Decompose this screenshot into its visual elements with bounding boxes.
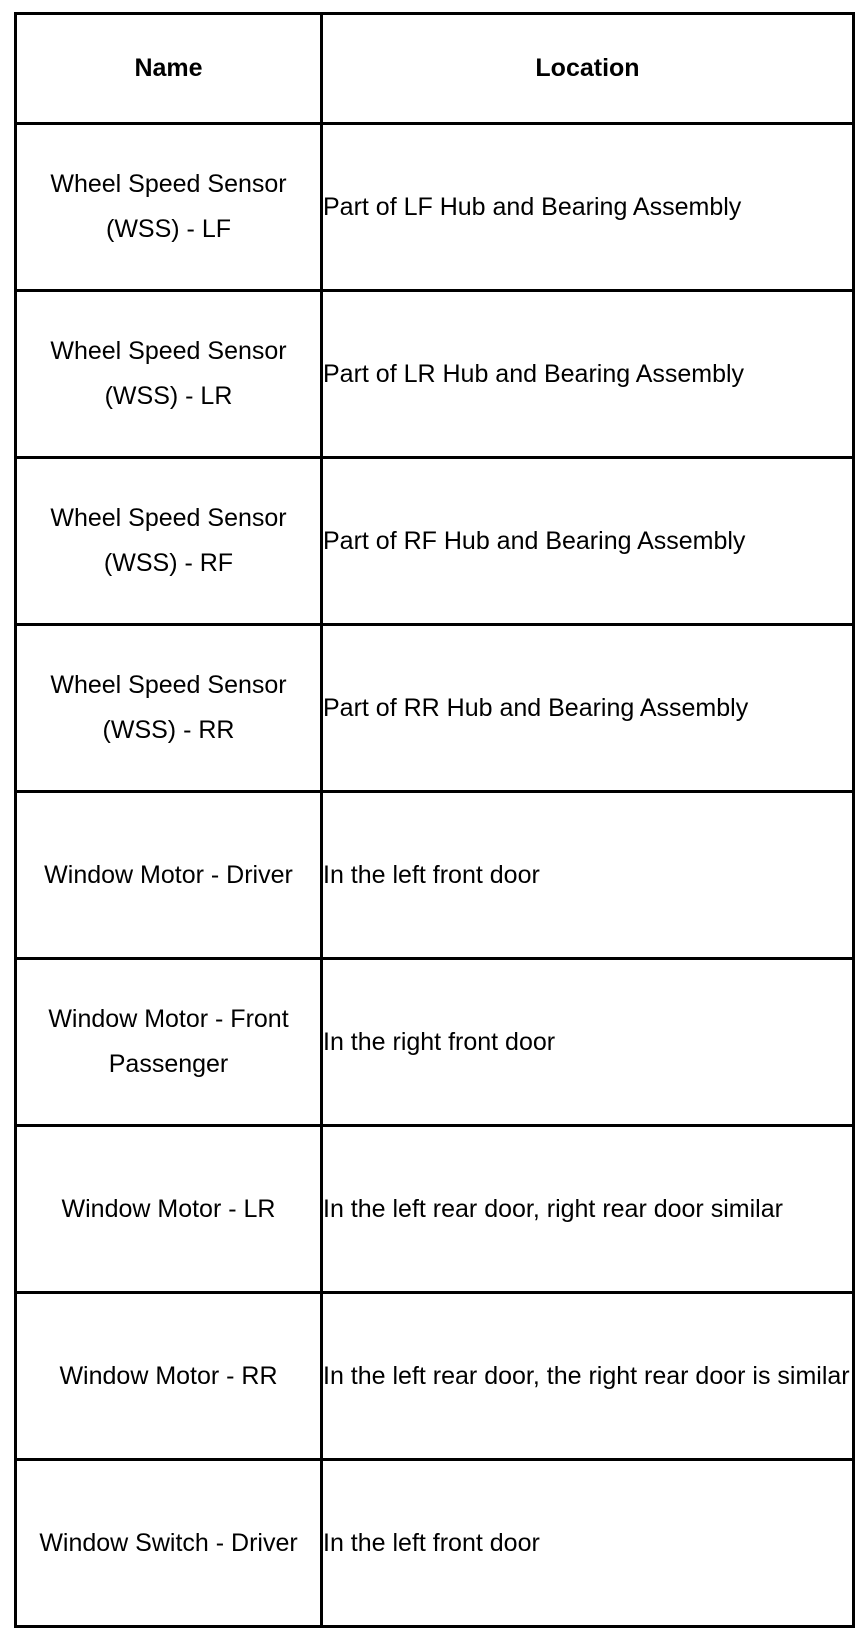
- component-location-cell: In the left rear door, the right rear door is similar: [322, 1293, 854, 1460]
- component-name-cell: Wheel Speed Sensor (WSS) - RF: [16, 458, 322, 625]
- component-location-cell: Part of LR Hub and Bearing Assembly: [322, 291, 854, 458]
- component-name-cell: Wheel Speed Sensor (WSS) - RR: [16, 625, 322, 792]
- table-row: [16, 458, 854, 625]
- component-name-cell: Window Switch - Driver: [16, 1460, 322, 1627]
- table-row: [16, 1460, 854, 1627]
- component-location-cell: In the right front door: [322, 959, 854, 1126]
- component-location-cell: Part of LF Hub and Bearing Assembly: [322, 124, 854, 291]
- component-location-cell: In the left rear door, right rear door similar: [322, 1126, 854, 1293]
- table-row: [16, 291, 854, 458]
- table-row: [16, 625, 854, 792]
- component-location-cell: In the left front door: [322, 1460, 854, 1627]
- component-location-cell: Part of RF Hub and Bearing Assembly: [322, 458, 854, 625]
- component-name-cell: Window Motor - RR: [16, 1293, 322, 1460]
- table-row: [16, 959, 854, 1126]
- table-row: [16, 792, 854, 959]
- component-name-cell: Wheel Speed Sensor (WSS) - LR: [16, 291, 322, 458]
- component-location-cell: In the left front door: [322, 792, 854, 959]
- table-row: [16, 1126, 854, 1293]
- table-row: [16, 1293, 854, 1460]
- component-name-cell: Window Motor - LR: [16, 1126, 322, 1293]
- name-column-header: Name: [16, 14, 322, 124]
- component-name-cell: Window Motor - Front Passenger: [16, 959, 322, 1126]
- table-row: [16, 124, 854, 291]
- location-column-header: Location: [322, 14, 854, 124]
- component-location-cell: Part of RR Hub and Bearing Assembly: [322, 625, 854, 792]
- component-name-cell: Window Motor - Driver: [16, 792, 322, 959]
- table-header-row: [16, 14, 854, 124]
- component-name-cell: Wheel Speed Sensor (WSS) - LF: [16, 124, 322, 291]
- component-location-table: [14, 12, 855, 1628]
